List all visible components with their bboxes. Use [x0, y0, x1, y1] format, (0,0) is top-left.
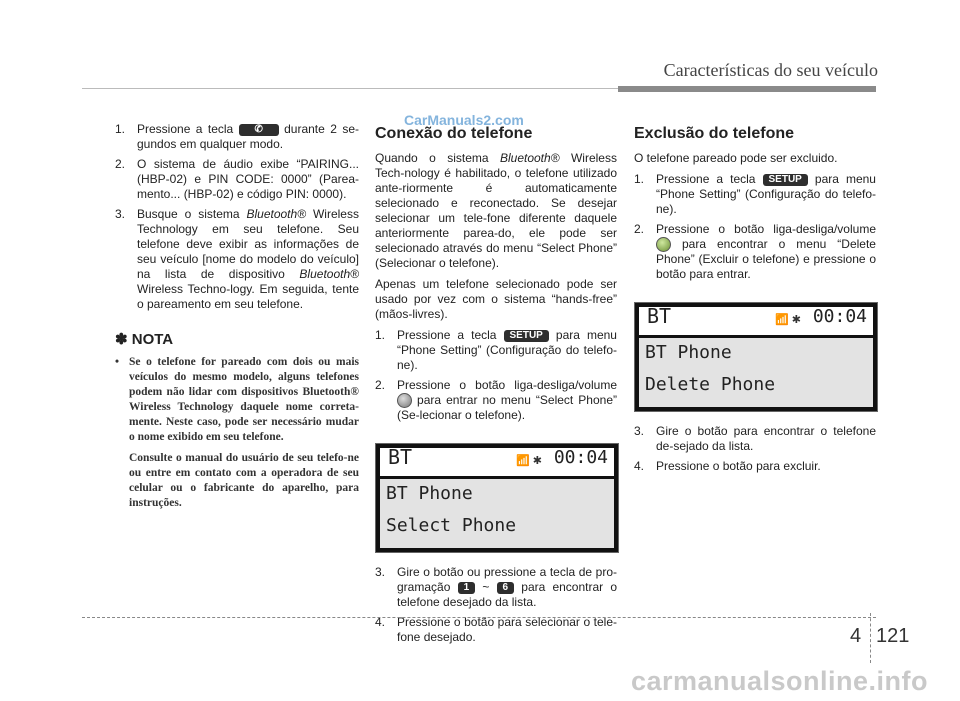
column-delete [634, 122, 876, 479]
preset-key-1-icon: 1 [458, 582, 476, 594]
list-item: 2. O sistema de áudio exibe “PAIRING... (HBP-02) e PIN CODE: 0000” (Parea-mento... (HBP-02) e código PIN: 0000). [115, 157, 359, 201]
preset-key-6-icon: 6 [497, 582, 515, 594]
site-watermark: carmanualsonline.info [630, 666, 928, 696]
list-item: 4. Pressione o botão para selecionar o tele-fone desejado. [375, 615, 617, 645]
chapter-number: 4 [850, 625, 862, 647]
watermark: CarManuals2.com [404, 112, 524, 128]
power-volume-knob-icon [656, 237, 671, 252]
power-volume-knob-icon [397, 393, 412, 408]
paragraph: Apenas um telefone selecionado pode ser usado por vez com o sistema “hands-free” (mãos-livres). [375, 277, 617, 321]
section-heading: Conexão do telefone [375, 125, 533, 142]
list-item: 3. Gire o botão para encontrar o telefone de-sejado da lista. [634, 424, 876, 454]
display-screen: BT 📶 ✱ 00:04 BT Phone Delete Phone [634, 302, 878, 412]
column-connect [375, 122, 617, 650]
list-item: 3. Gire o botão ou pressione a tecla de pro-gramação 1 ~ 6 para encontrar o telefone desejado da lista. [375, 565, 618, 610]
list-item: 3. Busque o sistema Bluetooth® Wireless Technology em seu telefone. Seu telefone deve exibir as informações de seu veículo [nome do modelo do veículo] na lista de dispositivo Bluetooth® Wireless Techno-logy. Em seguida, tente o pareamento em seu telefone. [115, 207, 359, 311]
list-item: 2. Pressione o botão liga-desliga/volume para entrar no menu “Select Phone” (Se-lecionar o telefone). [375, 378, 617, 423]
phone-key-icon: ✆ [239, 124, 279, 136]
list-item: 1. Pressione a tecla ✆ durante 2 se-gundos em qualquer modo. [115, 122, 359, 151]
header-rule [82, 88, 618, 89]
list-item: 4. Pressione o botão para excluir. [634, 459, 821, 474]
signal-icon: 📶 ✱ [775, 314, 801, 327]
header-bar [618, 86, 876, 92]
footer-rule [82, 617, 876, 618]
section-heading: Exclusão do telefone [634, 125, 795, 142]
column-pairing [115, 122, 359, 517]
page-number: 121 [876, 625, 910, 647]
paragraph: O telefone pareado pode ser excluido. [634, 151, 838, 165]
note-body: • Se o telefone for pareado com dois ou mais veículos do mesmo modelo, alguns telefones podem não lidar com dispositivos Bluetooth® Wireless Technology daquele nome correta-mente. Neste caso, pode ser necessário mudar o nome exibido em seu telefone. Consulte o manual do usuário de seu telefo-ne ou entre em contato com a operadora de seu celular ou o fabricante do aparelho, para instruções. [115, 356, 359, 509]
display-screen: BT 📶 ✱ 00:04 BT Phone Select Phone [375, 443, 619, 553]
paragraph: Quando o sistema Bluetooth® Wireless Tech-nology é habilitado, o telefone utilizado ante-riormente é automaticamente selecionado e reconectado. Se desejar selecionar um tele-fone diferente daquele anteriormente parea-do, ele pode ser selecionado através do menu “Select Phone” (Selecionar o telefone). [375, 151, 617, 270]
signal-icon: 📶 ✱ [516, 455, 542, 468]
setup-key-icon: SETUP [504, 330, 549, 342]
note-title: ✽ NOTA [115, 331, 174, 348]
list-item: 2. Pressione o botão liga-desliga/volume para encontrar o menu “Delete Phone” (Excluir o telefone) e pressione o botão para entrar. [634, 222, 876, 282]
setup-key-icon: SETUP [763, 174, 808, 186]
section-title: Características do seu veículo [663, 60, 878, 80]
list-item: 1. Pressione a tecla SETUP para menu “Phone Setting” (Configuração do telefo-ne). [375, 328, 617, 372]
list-item: 1. Pressione a tecla SETUP para menu “Phone Setting” (Configuração do telefo-ne). [634, 172, 876, 216]
footer-divider [870, 613, 871, 663]
